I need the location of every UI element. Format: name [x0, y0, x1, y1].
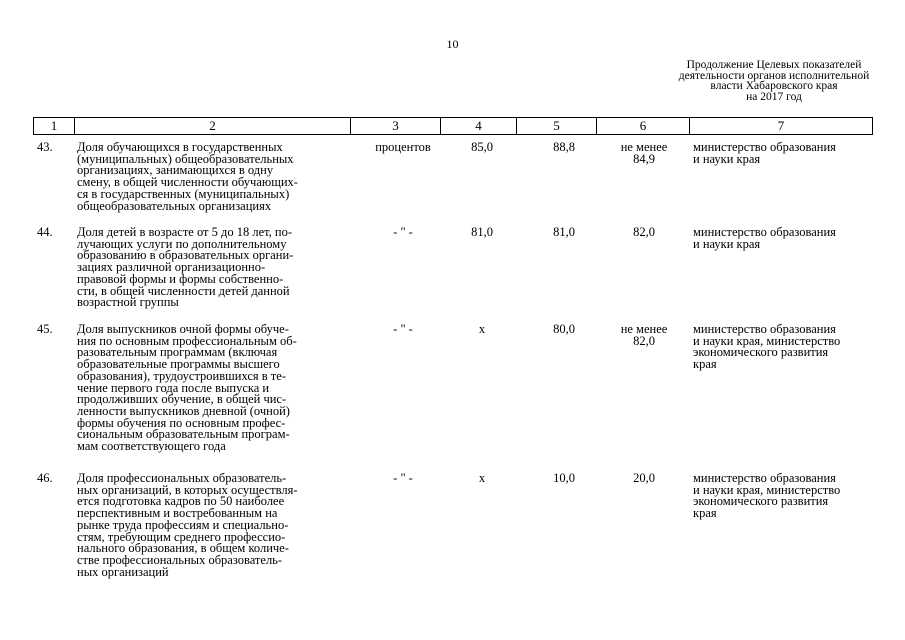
indicator-line: сиональным образовательным програм- [77, 427, 290, 442]
responsible-line: министерство образования [693, 225, 836, 239]
indicator-line: образованию в образовательных органи- [77, 248, 294, 263]
indicator-line: сти, в общей численности детей данной [77, 283, 290, 298]
table-header-row [33, 117, 873, 135]
indicator-line: перспективным и востребованным на [77, 506, 278, 521]
indicator-text [77, 324, 347, 453]
responsible-line: края [693, 506, 717, 521]
value-col-6 [599, 473, 689, 485]
indicator-table [33, 117, 873, 579]
continuation-line: на 2017 год [746, 90, 802, 103]
value-line: 84,9 [633, 151, 655, 166]
header-col-1: 1 [34, 118, 75, 134]
indicator-line: продолживших обучение, в общей чис- [77, 392, 287, 407]
value-line: не менее [620, 140, 668, 154]
indicator-line: зациях различной организационно- [77, 260, 266, 275]
continuation-line: власти Хабаровского края [710, 80, 838, 92]
indicator-line: мам соответствующего года [77, 439, 226, 454]
responsible-line: края [693, 357, 717, 372]
indicator-line: рынке труда профессиям и специально- [77, 517, 289, 532]
indicator-line: Доля обучающихся в государственных [77, 140, 283, 154]
row-number: 46. [37, 471, 53, 485]
indicator-line: Доля профессиональных образователь- [77, 471, 287, 485]
responsible-line: и науки края [693, 236, 761, 251]
indicator-line: возрастной группы [77, 295, 179, 310]
indicator-line: ных организаций [77, 564, 169, 579]
unit-cell: процентов [375, 140, 431, 154]
indicator-line: правовой формы и формы собственно- [77, 271, 284, 286]
indicator-line: Доля детей в возрасте от 5 до 18 лет, по- [77, 225, 293, 239]
indicator-text [77, 142, 347, 212]
indicator-line: нального образования, в общем количе- [77, 541, 289, 556]
responsible-line: министерство образования [693, 140, 836, 154]
responsible-cell [693, 473, 878, 520]
responsible-line: министерство образования [693, 322, 836, 336]
unit-cell: - " - [393, 322, 413, 336]
value-col-5: 80,0 [553, 322, 575, 336]
value-line: 82,0 [633, 225, 655, 239]
unit-cell: - " - [393, 471, 413, 485]
continuation-line: Продолжение Целевых показателей [686, 59, 862, 71]
indicator-line: стве профессиональных образователь- [77, 552, 283, 567]
responsible-cell [693, 324, 878, 371]
unit-cell: - " - [393, 225, 413, 239]
indicator-line: ется подготовка кадров по 50 наиболее [77, 494, 285, 509]
value-col-6 [599, 227, 689, 239]
value-col-4: 81,0 [471, 225, 493, 239]
header-col-2: 2 [75, 118, 351, 134]
page-number: 10 [446, 37, 459, 51]
value-line: не менее [620, 322, 668, 336]
indicator-line: ленности выпускников дневной (очной) [77, 403, 290, 418]
indicator-line: разовательным программам (включая [77, 345, 278, 360]
header-col-7: 7 [777, 118, 785, 133]
continuation-line: деятельности органов исполнительной [678, 69, 870, 82]
indicator-line: общеобразовательных организациях [77, 198, 272, 213]
value-line: 20,0 [633, 471, 655, 485]
value-col-6 [599, 142, 689, 165]
value-col-5: 88,8 [553, 140, 575, 154]
indicator-line: ных организаций, в которых осуществля- [77, 482, 298, 497]
responsible-cell [693, 142, 878, 165]
indicator-line: ся в государственных (муниципальных) [77, 186, 290, 201]
value-col-5: 10,0 [553, 471, 575, 485]
continuation-title [640, 60, 905, 102]
indicator-line: чение первого года после выпуска и [77, 380, 270, 395]
responsible-line: и науки края, министерство [693, 482, 841, 497]
indicator-line: формы обучения по основным профес- [77, 415, 286, 430]
indicator-text [77, 473, 347, 578]
indicator-line: ния по основным профессиональным об- [77, 333, 297, 348]
responsible-line: экономического развития [693, 345, 829, 360]
header-col-5: 5 [517, 118, 597, 134]
value-col-4: х [478, 471, 486, 485]
value-col-5: 81,0 [553, 225, 575, 239]
header-col-3: 3 [351, 118, 441, 134]
indicator-line: стям, требующим среднего профессио- [77, 529, 286, 544]
indicator-line: Доля выпускников очной формы обуче- [77, 322, 289, 336]
row-number: 43. [37, 140, 53, 154]
responsible-cell [693, 227, 878, 250]
value-col-6 [599, 324, 689, 347]
value-col-4: 85,0 [471, 140, 493, 154]
indicator-line: образования), трудоустроившихся в те- [77, 368, 286, 383]
responsible-line: и науки края, министерство [693, 333, 841, 348]
row-number: 44. [37, 225, 53, 239]
responsible-line: министерство образования [693, 471, 836, 485]
indicator-line: организациях, занимающихся в одну [77, 163, 274, 178]
header-col-6: 6 [597, 118, 690, 134]
indicator-line: образовательные программы высшего [77, 357, 280, 372]
responsible-line: и науки края [693, 151, 761, 166]
row-number: 45. [37, 322, 53, 336]
indicator-text [77, 227, 347, 309]
indicator-line: смену, в общей численности обучающих- [77, 175, 298, 190]
indicator-line: лучающих услуги по дополнительному [77, 236, 287, 251]
value-line: 82,0 [633, 333, 655, 348]
header-col-4: 4 [441, 118, 517, 134]
value-col-4: х [478, 322, 486, 336]
responsible-line: экономического развития [693, 494, 829, 509]
indicator-line: (муниципальных) общеобразовательных [77, 151, 294, 166]
